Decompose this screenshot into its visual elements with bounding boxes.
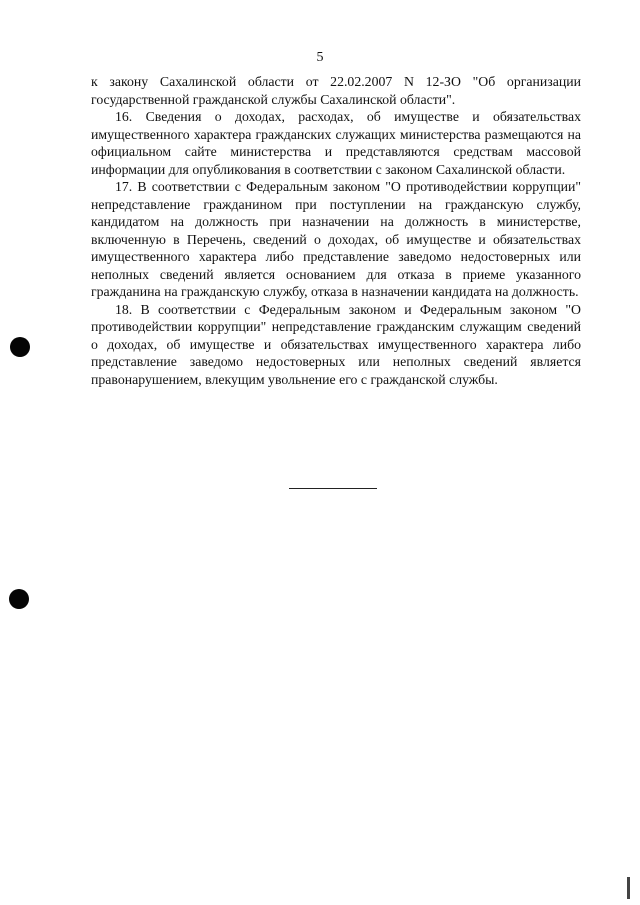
paragraph-18: 18. В соответствии с Федеральным законом и Федеральным законом "О противодействии коррупции" непредставление гражданским служащим сведений о доходах, об имуществе и обязательствах имущественного характера либо представление заведомо недостоверных или неполных сведений является правонарушением, влекущим увольнение его с гражданской службы.	[91, 301, 581, 387]
paragraph-17: 17. В соответствии с Федеральным законом "О противодействии коррупции" непредставление гражданином при поступлении на гражданскую службу, кандидатом на должность при назначении на должность в министерстве, включенную в Перечень, сведений о доходах, об имуществе и обязательствах имущественного характера либо представление заведомо недостоверных или неполных сведений является основанием для отказа в приеме указанного гражданина на гражданскую службу, отказа в назначении кандидата на должность.	[91, 179, 581, 299]
end-divider-line	[289, 488, 377, 489]
paragraph-16: 16. Сведения о доходах, расходах, об имуществе и обязательствах имущественного характера гражданских служащих министерства размещаются на официальном сайте министерства и представляются средствам массовой информации для опубликования в соответствии с законом Сахалинской области.	[91, 109, 581, 177]
scan-artifact-mark	[627, 877, 630, 899]
document-body	[91, 73, 581, 388]
punch-hole-mark	[9, 589, 29, 609]
paragraph-intro-continuation: к закону Сахалинской области от 22.02.2007 N 12-ЗО "Об организации государственной гражданской службы Сахалинской области".	[91, 74, 581, 107]
page-number: 5	[316, 50, 324, 65]
punch-hole-mark	[10, 337, 30, 357]
